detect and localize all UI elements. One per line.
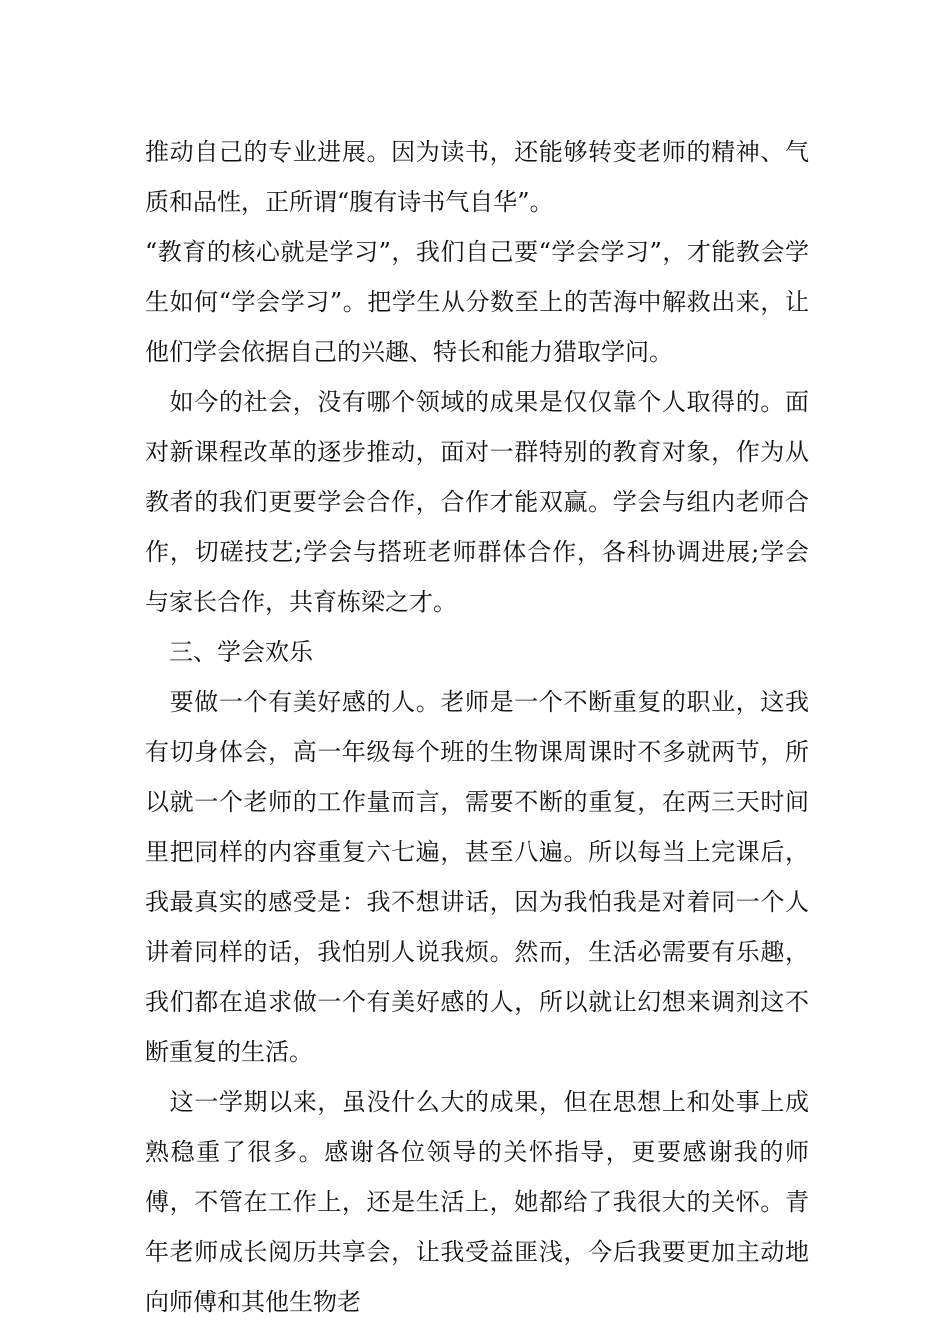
document-body (145, 127, 809, 1327)
paragraph-reading: 推动自己的专业进展。因为读书，还能够转变老师的精神、气质和品性，正所谓“腹有诗书气自华”。 (145, 138, 809, 216)
section-heading: 三、学会欢乐 (145, 638, 313, 666)
paragraph-happiness: 要做一个有美好感的人。老师是一个不断重复的职业，这我有切身体会，高一年级每个班的生物课周课时不多就两节，所以就一个老师的工作量而言，需要不断的重复，在两三天时间里把同样的内容重复六七遍，甚至八遍。所以每当上完课后，我最真实的感受是：我不想讲话，因为我怕我是对着同一个人讲着同样的话，我怕别人说我烦。然而，生活必需要有乐趣，我们都在追求做一个有美好感的人，所以就让幻想来调剂这不断重复的生活。 (145, 688, 809, 1066)
paragraph-learning: “教育的核心就是学习”，我们自己要“学会学习”，才能教会学生如何“学会学习”。把学生从分数至上的苦海中解救出来，让他们学会依据自己的兴趣、特长和能力猎取学问。 (145, 238, 809, 366)
paragraph-cooperation: 如今的社会，没有哪个领域的成果是仅仅靠个人取得的。面对新课程改革的逐步推动，面对一群特别的教育对象，作为从教者的我们更要学会合作，合作才能双赢。学会与组内老师合作，切磋技艺;学会与搭班老师群体合作，各科协调进展;学会与家长合作，共育栋梁之才。 (145, 388, 809, 616)
paragraph-summary: 这一学期以来，虽没什么大的成果，但在思想上和处事上成熟稳重了很多。感谢各位领导的关怀指导，更要感谢我的师傅，不管在工作上，还是生活上，她都给了我很大的关怀。青年老师成长阅历共享会，让我受益匪浅，今后我要更加主动地向师傅和其他生物老 (145, 1088, 809, 1316)
